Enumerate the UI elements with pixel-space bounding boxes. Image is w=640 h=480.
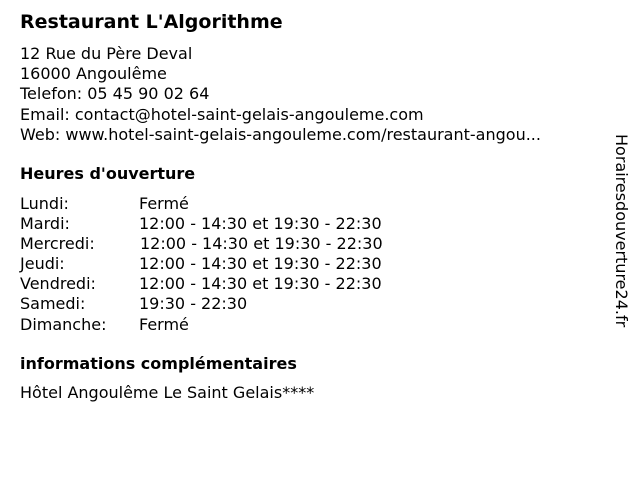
day-label: Jeudi:: [20, 254, 65, 274]
time-value: 19:30 - 22:30: [139, 294, 248, 314]
hours-row-friday: [20, 274, 440, 294]
day-label: Samedi:: [20, 294, 86, 314]
time-value: 12:00 - 14:30 et 19:30 - 22:30: [140, 234, 383, 254]
time-value: 12:00 - 14:30 et 19:30 - 22:30: [139, 254, 382, 274]
hours-row-wednesday: [20, 234, 440, 254]
address-line-city: 16000 Angoulême: [20, 64, 167, 84]
day-label: Dimanche:: [20, 314, 107, 334]
day-label: Mercredi:: [20, 234, 95, 254]
hours-row-tuesday: [20, 214, 440, 234]
hours-row-thursday: [20, 254, 440, 274]
hours-row-saturday: [20, 294, 440, 314]
hours-row-monday: [20, 194, 440, 214]
time-value: 12:00 - 14:30 et 19:30 - 22:30: [139, 274, 382, 294]
website-line: Web: www.hotel-saint-gelais-angouleme.com/restaurant-angou...: [20, 124, 541, 144]
day-label: Vendredi:: [20, 274, 96, 294]
restaurant-name: Restaurant L'Algorithme: [20, 11, 283, 33]
opening-hours-heading: Heures d'ouverture: [20, 164, 196, 183]
address-line-street: 12 Rue du Père Deval: [20, 44, 193, 63]
phone-line: Telefon: 05 45 90 02 64: [20, 84, 210, 104]
email-line: Email: contact@hotel-saint-gelais-angouleme.com: [20, 104, 424, 124]
time-value: 12:00 - 14:30 et 19:30 - 22:30: [139, 214, 382, 234]
contact-block: [20, 44, 541, 145]
additional-info-heading: informations complémentaires: [20, 354, 297, 373]
day-label: Mardi:: [20, 214, 70, 234]
day-label: Lundi:: [20, 194, 69, 213]
opening-hours-table: [20, 194, 440, 335]
additional-info-text: Hôtel Angoulême Le Saint Gelais****: [20, 383, 315, 402]
time-value: Fermé: [139, 194, 189, 213]
site-watermark: Horairesdouverture24.fr: [612, 134, 631, 328]
hours-row-sunday: [20, 315, 440, 335]
time-value: Fermé: [139, 314, 189, 334]
